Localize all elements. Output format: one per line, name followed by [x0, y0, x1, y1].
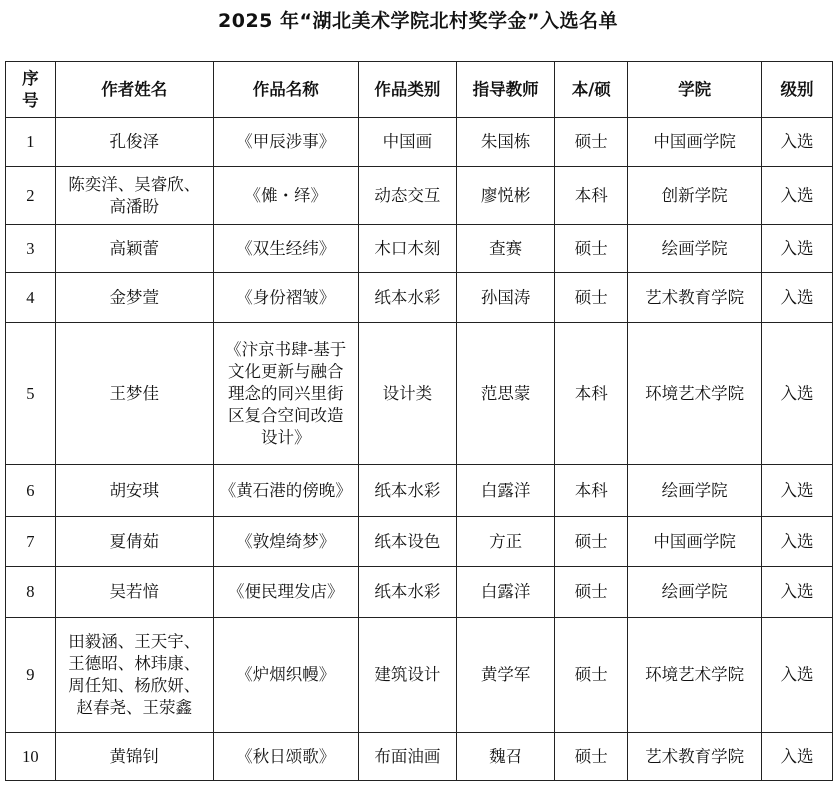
col-header-advisor: 指导教师: [456, 62, 554, 118]
cell-degree: 硕士: [555, 118, 628, 167]
cell-no: 5: [6, 323, 56, 465]
cell-college: 艺术教育学院: [628, 273, 762, 323]
cell-degree: 本科: [555, 323, 628, 465]
cell-work: 《炉烟织幔》: [213, 618, 358, 733]
table-row: [6, 517, 833, 567]
table-row: [6, 618, 833, 733]
cell-author: 王梦佳: [55, 323, 213, 465]
cell-no: 2: [6, 167, 56, 225]
cell-author: 孔俊泽: [55, 118, 213, 167]
cell-advisor: 查赛: [456, 225, 554, 273]
cell-no: 9: [6, 618, 56, 733]
cell-category: 纸本水彩: [358, 567, 456, 618]
cell-work: 《汴京书肆-基于文化更新与融合理念的同兴里街区复合空间改造设计》: [213, 323, 358, 465]
col-header-degree: 本/硕: [555, 62, 628, 118]
cell-author: 黄锦钊: [55, 733, 213, 781]
col-header-work: 作品名称: [213, 62, 358, 118]
cell-category: 建筑设计: [358, 618, 456, 733]
cell-advisor: 白露洋: [456, 567, 554, 618]
cell-college: 中国画学院: [628, 118, 762, 167]
cell-work: 《黄石港的傍晚》: [213, 465, 358, 517]
cell-author: 陈奕洋、吴睿欣、高潘盼: [55, 167, 213, 225]
cell-no: 7: [6, 517, 56, 567]
table-row: [6, 567, 833, 618]
cell-degree: 本科: [555, 465, 628, 517]
cell-advisor: 朱国栋: [456, 118, 554, 167]
cell-no: 6: [6, 465, 56, 517]
cell-degree: 本科: [555, 167, 628, 225]
cell-college: 中国画学院: [628, 517, 762, 567]
cell-degree: 硕士: [555, 225, 628, 273]
selection-table: [5, 61, 833, 781]
cell-advisor: 孙国涛: [456, 273, 554, 323]
table-row: [6, 733, 833, 781]
cell-author: 金梦萱: [55, 273, 213, 323]
table-row: [6, 167, 833, 225]
cell-degree: 硕士: [555, 567, 628, 618]
cell-no: 1: [6, 118, 56, 167]
cell-advisor: 黄学军: [456, 618, 554, 733]
cell-no: 10: [6, 733, 56, 781]
cell-author: 夏倩茹: [55, 517, 213, 567]
cell-college: 绘画学院: [628, 465, 762, 517]
cell-advisor: 廖悦彬: [456, 167, 554, 225]
cell-degree: 硕士: [555, 618, 628, 733]
cell-college: 环境艺术学院: [628, 618, 762, 733]
cell-level: 入选: [762, 323, 833, 465]
cell-work: 《敦煌绮梦》: [213, 517, 358, 567]
cell-college: 环境艺术学院: [628, 323, 762, 465]
cell-college: 创新学院: [628, 167, 762, 225]
cell-category: 动态交互: [358, 167, 456, 225]
cell-work: 《甲辰涉事》: [213, 118, 358, 167]
cell-category: 木口木刻: [358, 225, 456, 273]
cell-level: 入选: [762, 273, 833, 323]
table-row: [6, 323, 833, 465]
cell-degree: 硕士: [555, 733, 628, 781]
cell-level: 入选: [762, 118, 833, 167]
cell-advisor: 方正: [456, 517, 554, 567]
cell-level: 入选: [762, 225, 833, 273]
page-title: 2025 年“湖北美术学院北村奖学金”入选名单: [218, 10, 618, 32]
cell-advisor: 范思蒙: [456, 323, 554, 465]
col-header-no: 序号: [6, 62, 56, 118]
cell-level: 入选: [762, 618, 833, 733]
cell-author: 胡安琪: [55, 465, 213, 517]
cell-category: 纸本水彩: [358, 273, 456, 323]
cell-degree: 硕士: [555, 517, 628, 567]
cell-level: 入选: [762, 567, 833, 618]
col-header-level: 级别: [762, 62, 833, 118]
cell-category: 中国画: [358, 118, 456, 167]
cell-author: 田毅涵、王天宇、王德昭、林玮康、周任知、杨欣妍、赵春尧、王荥鑫: [55, 618, 213, 733]
cell-level: 入选: [762, 465, 833, 517]
cell-category: 纸本设色: [358, 517, 456, 567]
cell-advisor: 白露洋: [456, 465, 554, 517]
cell-work: 《身份褶皱》: [213, 273, 358, 323]
cell-level: 入选: [762, 733, 833, 781]
cell-category: 布面油画: [358, 733, 456, 781]
col-header-author: 作者姓名: [55, 62, 213, 118]
cell-no: 3: [6, 225, 56, 273]
table-row: [6, 273, 833, 323]
cell-degree: 硕士: [555, 273, 628, 323]
cell-no: 4: [6, 273, 56, 323]
cell-author: 吴若愔: [55, 567, 213, 618]
cell-college: 艺术教育学院: [628, 733, 762, 781]
table-row: [6, 118, 833, 167]
col-header-college: 学院: [628, 62, 762, 118]
cell-work: 《傩・绎》: [213, 167, 358, 225]
cell-category: 纸本水彩: [358, 465, 456, 517]
table-row: [6, 225, 833, 273]
col-header-category: 作品类别: [358, 62, 456, 118]
cell-author: 高颖蕾: [55, 225, 213, 273]
cell-level: 入选: [762, 167, 833, 225]
cell-work: 《便民理发店》: [213, 567, 358, 618]
cell-college: 绘画学院: [628, 225, 762, 273]
cell-work: 《秋日颂歌》: [213, 733, 358, 781]
cell-work: 《双生经纬》: [213, 225, 358, 273]
cell-category: 设计类: [358, 323, 456, 465]
cell-no: 8: [6, 567, 56, 618]
table-row: [6, 465, 833, 517]
cell-level: 入选: [762, 517, 833, 567]
header-row: [6, 62, 833, 118]
cell-advisor: 魏召: [456, 733, 554, 781]
cell-college: 绘画学院: [628, 567, 762, 618]
